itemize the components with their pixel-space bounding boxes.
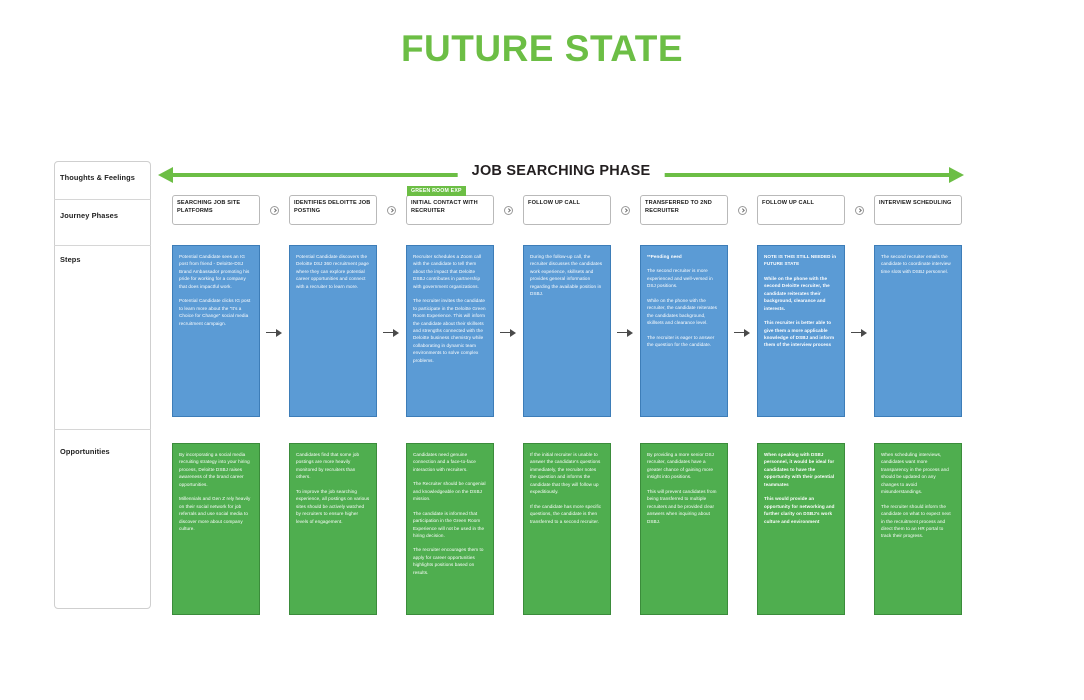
step-flow-arrow-icon [266,328,282,337]
phase-label: IDENTIFIES DELOITTE JOB POSTING [294,200,371,214]
steps-paragraph: Potential Candidate clicks IG post to learn more about the "It's a Choice for Change" social media recruitment campaign. [179,298,251,326]
row-label-opportunities: Opportunities [60,447,110,456]
row-label-steps: Steps [60,255,81,264]
chevron-right-icon [504,206,513,215]
opportunities-card [289,443,377,615]
row-label-thoughts-feelings: Thoughts & Feelings [60,173,135,182]
phase-box[interactable] [874,195,962,225]
phase-box[interactable] [640,195,728,225]
opportunities-paragraph: The recruiter should inform the candidate on what to expect next in the recruitment process and direct them to an HR portal to track their progress. [881,503,951,539]
opportunities-card [757,443,845,615]
phase-box[interactable] [172,195,260,225]
chevron-right-icon [855,206,864,215]
page-title: FUTURE STATE [400,28,684,69]
chevron-right-icon [387,206,396,215]
steps-paragraph: During the follow-up call, the recruiter discusses the candidates work experience, skillsets and provides general information regarding the available position in DSBJ. [530,254,603,297]
opportunities-paragraph: The Recruiter should be congenial and knowledgeable on the DSBJ mission. [413,481,486,502]
phase-label: INTERVIEW SCHEDULING [879,200,952,206]
opportunities-paragraph: When scheduling interviews, candidates want more transparency in the process and should be updated on any changes to avoid misunderstandings. [881,452,949,495]
opportunities-paragraph: By incorporating a social media recruiting strategy into your hiring process, Deloitte DSBJ raises awareness of the brand career opportunities. [179,452,250,487]
row-label-box [54,161,151,609]
steps-paragraph: While on the phone with the recruiter, the candidate reiterates the candidates background, skillsets and clearance level. [647,297,717,326]
row-divider [54,199,151,200]
steps-paragraph: The second recruiter is more experienced and well-versed in DSJ positions. [647,268,713,289]
steps-paragraph: Recruiter schedules a Zoom call with the candidate to tell them about the impact that Deloitte DSBJ contributes in partnership with government organizations. [413,254,482,289]
steps-paragraph: **Pending need [647,254,682,259]
steps-card [523,245,611,417]
phase-box[interactable] [289,195,377,225]
opportunities-paragraph: Candidates find that some job postings are more heavily monitored by recruiters than others. [296,452,360,480]
phase-banner-label: JOB SEARCHING PHASE [458,163,665,179]
steps-paragraph: NOTE IS THIS STILL NEEDED in FUTURE STATE [764,254,837,267]
opportunities-card [523,443,611,615]
steps-card [406,245,494,417]
steps-paragraph: Potential Candidate discovers the Deloitte DSJ 360 recruitment page where they can explore potential career opportunities and connect with a recruiter to learn more. [296,254,369,289]
opportunities-paragraph: The recruiter encourages them to apply for career opportunities highlights positions based on results. [413,547,484,575]
opportunities-paragraph: Candidates need genuine connection and a face-to-face interaction with recruiters. [413,452,476,472]
opportunities-card [640,443,728,615]
green-room-tag: GREEN ROOM EXP [407,186,466,196]
phase-label: FOLLOW UP CALL [762,200,815,206]
steps-paragraph: The second recruiter emails the candidate to coordinate interview time slots with DSBJ personnel. [881,254,951,274]
phase-label: FOLLOW UP CALL [528,200,581,206]
steps-card [874,245,962,417]
row-divider [54,245,151,246]
chevron-right-icon [738,206,747,215]
opportunities-paragraph: By providing a more senior DSJ recruiter, candidates have a greater chance of gaining more insight into positions. [647,452,714,480]
row-label-journey-phases: Journey Phases [60,211,119,220]
opportunities-paragraph: When speaking with DSBJ personnel, it would be ideal for candidates to have the opportunity with their potential teammates [764,452,835,487]
opportunities-card [406,443,494,615]
opportunities-paragraph: This would provide an opportunity for networking and further clarity on DSBJ's work culture and environment [764,496,835,524]
opportunities-paragraph: This will prevent candidates from being transferred to multiple recruiters and be provided clear answers when inquiring about DSBJ. [647,488,717,524]
phase-label: SEARCHING JOB SITE PLATFORMS [177,200,241,214]
step-flow-arrow-icon [734,328,750,337]
opportunities-paragraph: The candidate is informed that participation in the Green Room Experience will not be used in the hiring decision. [413,510,485,538]
phase-box[interactable] [523,195,611,225]
step-flow-arrow-icon [383,328,399,337]
steps-paragraph: The recruiter invites the candidate to participate in the Deloitte Green Room Experience. This will inform the candidate about their skillsets and strengths connected with the Deloitte business chemistry while collaborating in dynamic team environments to solve complex problems. [413,298,486,363]
steps-paragraph: The recruiter is eager to answer the question for the candidate. [647,334,715,347]
step-flow-arrow-icon [500,328,516,337]
step-flow-arrow-icon [851,328,867,337]
steps-paragraph: While on the phone with the second Deloitte recruiter, the candidate reiterates their background, clearance and interests. [764,275,830,311]
steps-paragraph: Potential Candidate sees an IG post from friend - Deloitte-DSJ Brand Ambassador promoting his pride for working for a company that does impactful work. [179,254,250,289]
steps-card [289,245,377,417]
steps-card [640,245,728,417]
step-flow-arrow-icon [617,328,633,337]
arrow-right-icon [949,167,964,183]
opportunities-card [874,443,962,615]
row-divider [54,429,151,430]
phase-label: INITIAL CONTACT WITH RECRUITER [411,200,478,214]
steps-card [172,245,260,417]
steps-card [757,245,845,417]
phase-label: TRANSFERRED TO 2ND RECRUITER [645,200,712,214]
opportunities-card [172,443,260,615]
steps-paragraph: This recruiter is better able to give them a more applicable knowledge of DSBJ and inform them of the interview process [764,320,835,348]
opportunities-paragraph: If the candidate has more specific questions, the candidate is then transferred to a second recruiter. [530,503,602,524]
journey-columns [172,187,964,615]
opportunities-paragraph: To improve the job searching experience, all postings on various sites should be actively watched by recruiters to ensure higher levels of engagement. [296,488,370,524]
phase-banner [158,163,964,187]
chevron-right-icon [270,206,279,215]
chevron-right-icon [621,206,630,215]
phase-box[interactable] [757,195,845,225]
opportunities-paragraph: If the initial recruiter is unable to answer the candidate's questions immediately, the recruiter notes the question and informs the candidate that they will follow up expeditiously. [530,452,601,495]
opportunities-paragraph: Millennials and Gen Z rely heavily on their social network for job referrals and use social media to discover more about company culture. [179,496,251,531]
phase-box[interactable] [406,187,494,225]
